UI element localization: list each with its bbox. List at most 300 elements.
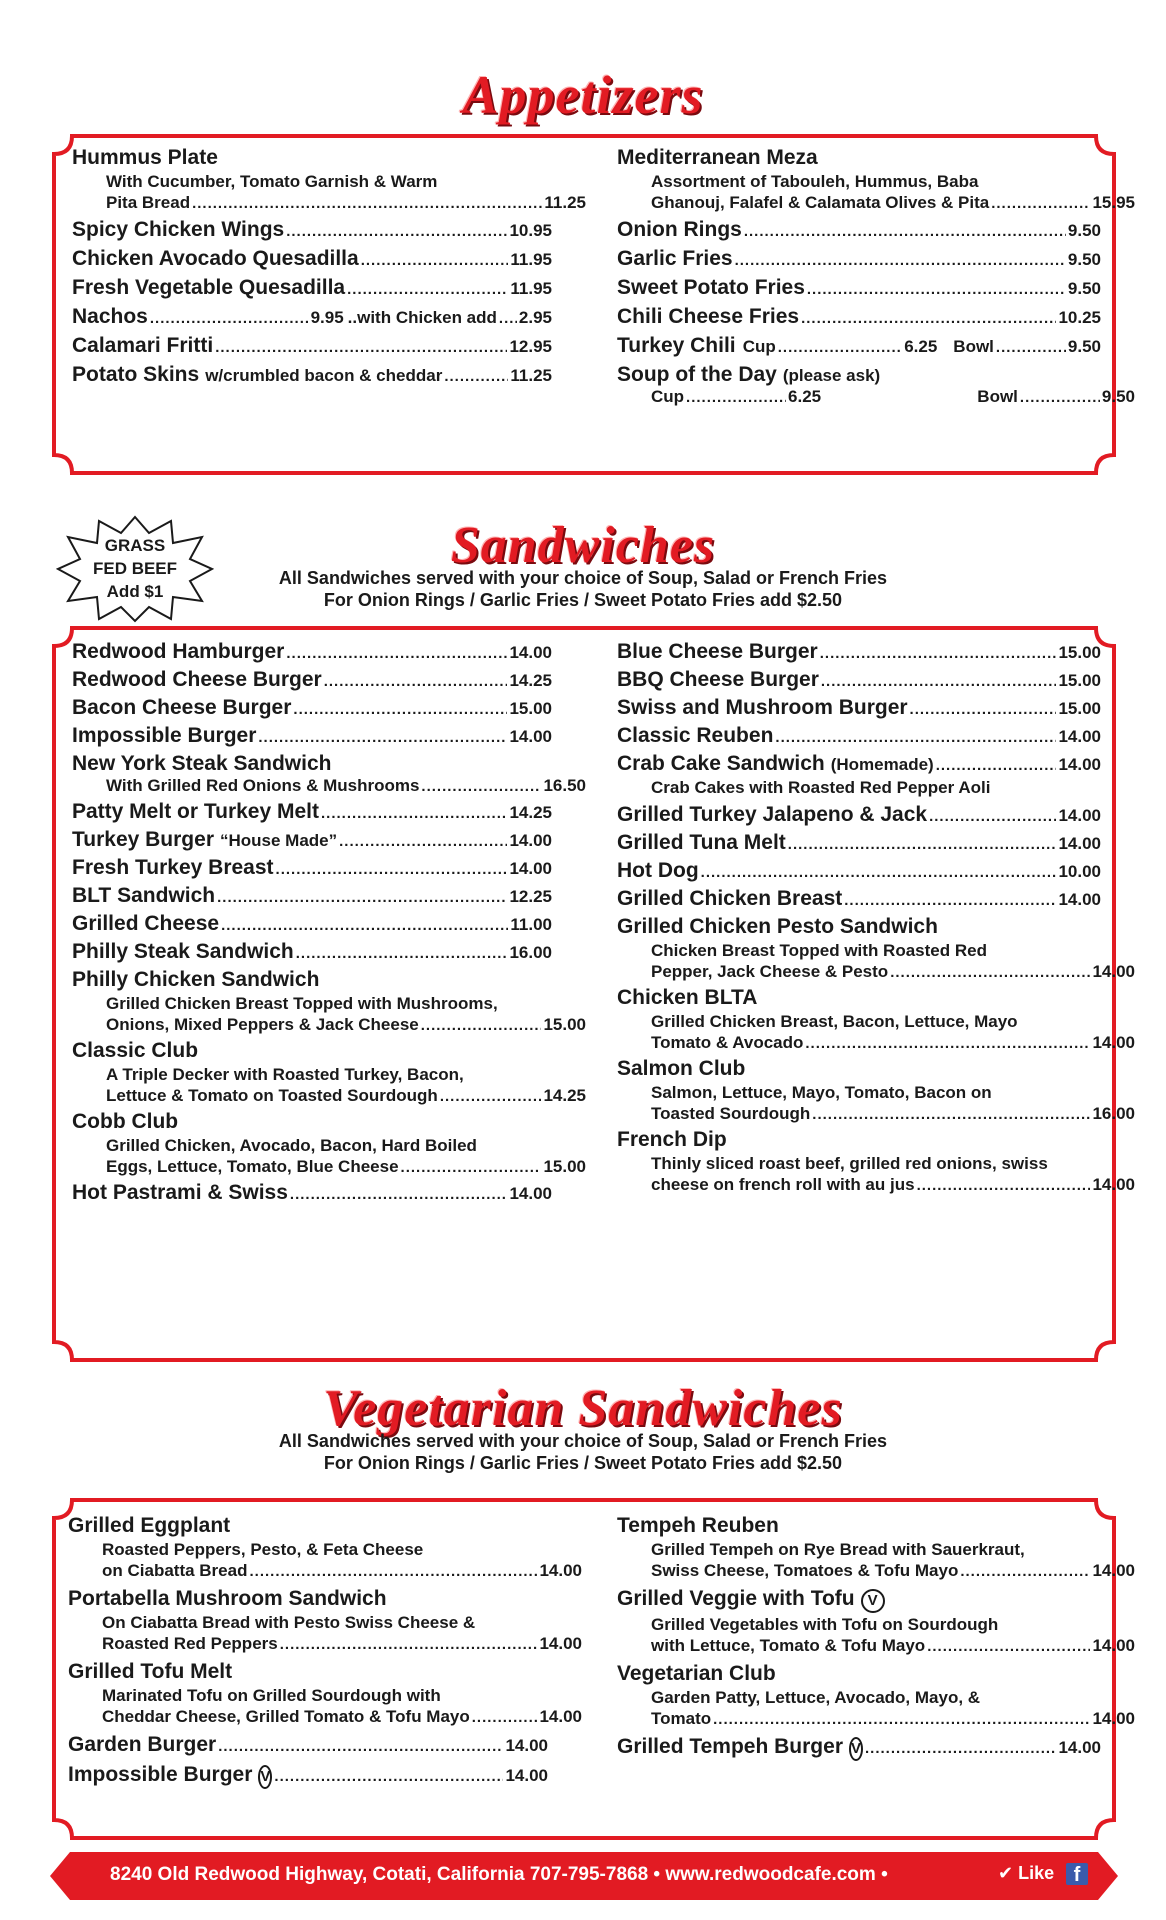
item-price: 16.00: [509, 943, 552, 962]
item-name: Redwood Hamburger: [72, 640, 285, 663]
item-description: Grilled Vegetables with Tofu on Sourdough: [651, 1615, 999, 1634]
item-price: 14.00: [1092, 1709, 1135, 1728]
item-description: cheese on french roll with au jus: [651, 1175, 915, 1194]
item-description: Grilled Tempeh on Rye Bread with Sauerkraut,: [651, 1540, 1025, 1559]
dot-leader: [801, 310, 1056, 327]
dot-leader: [339, 833, 507, 850]
item-description: Garden Patty, Lettuce, Avocado, Mayo, &: [651, 1688, 981, 1707]
item-heading: [617, 247, 1101, 271]
dot-leader: [890, 964, 1090, 981]
item-heading: [72, 668, 552, 692]
item-heading: [72, 940, 552, 964]
vegetarian-box: [50, 1496, 1135, 1842]
item-heading: [68, 1763, 548, 1789]
item-heading: [72, 247, 552, 271]
sandwiches-left-column: [72, 640, 586, 1209]
item-price: 14.00: [539, 1634, 582, 1653]
item-name: Garlic Fries: [617, 247, 733, 270]
item-description: Cheddar Cheese, Grilled Tomato & Tofu Mayo: [102, 1707, 470, 1726]
item-heading: [617, 915, 1101, 939]
dot-leader: [929, 808, 1056, 825]
item-name: Garden Burger: [68, 1733, 217, 1756]
item-name: Impossible Burger: [72, 724, 257, 747]
item-price: 14.00: [539, 1561, 582, 1580]
dot-leader: [421, 778, 541, 795]
vegetarian-subtitle-2: For Onion Rings / Garlic Fries / Sweet Potato Fries add $2.50: [323, 1453, 843, 1473]
item-name: Chili Cheese Fries: [617, 305, 800, 328]
dot-leader: [401, 1159, 542, 1176]
menu-item: [617, 1662, 1135, 1729]
item-heading: [617, 146, 1101, 170]
item-heading: [72, 752, 552, 776]
item-description: On Ciabatta Bread with Pesto Swiss Cheese &: [102, 1613, 476, 1632]
item-price: 9.50: [1067, 221, 1101, 240]
item-heading: [72, 696, 552, 720]
item-heading: [617, 334, 1101, 358]
vegetarian-title: Vegetarian Sandwiches: [323, 1380, 843, 1437]
appetizers-right-column: [617, 146, 1135, 412]
item-price: 15.00: [1058, 699, 1101, 718]
dot-leader: [991, 195, 1090, 212]
item-heading: [72, 218, 552, 242]
dot-leader: [421, 1017, 542, 1034]
vegan-icon: V: [849, 1737, 863, 1761]
item-price: 14.00: [1058, 890, 1101, 909]
menu-item: [617, 986, 1135, 1053]
item-description: Grilled Chicken Breast Topped with Mushrooms,: [106, 994, 498, 1013]
item-name: Calamari Fritti: [72, 334, 214, 357]
extra-price: 2.95: [518, 308, 552, 327]
item-heading: [617, 887, 1101, 911]
menu-item: [617, 752, 1101, 799]
item-last-line: [617, 1175, 1135, 1195]
dot-leader: [192, 195, 542, 212]
dot-leader: [293, 701, 507, 718]
dot-leader: [286, 645, 507, 662]
facebook-like[interactable]: ✔ Like: [998, 1863, 1055, 1883]
appetizers-title: Appetizers: [462, 65, 704, 125]
item-name: Mediterranean Meza: [617, 146, 818, 169]
menu-item: [617, 640, 1101, 664]
item-name: Grilled Chicken Pesto Sandwich: [617, 915, 938, 938]
item-name: Soup of the Day: [617, 363, 777, 386]
vegan-icon: V: [258, 1765, 272, 1789]
menu-item: [617, 1587, 1135, 1656]
item-heading: [617, 859, 1101, 883]
item-heading: [72, 828, 552, 852]
item-price: 11.95: [510, 250, 552, 269]
item-price: 12.95: [509, 337, 552, 356]
dot-leader: [499, 310, 517, 327]
item-price: 15.00: [543, 1157, 586, 1176]
item-name: Hot Pastrami & Swiss: [72, 1181, 288, 1204]
cup-bowl-line: [617, 387, 1135, 407]
dot-leader: [821, 673, 1057, 690]
sandwiches-right-column: [617, 640, 1135, 1199]
item-last-line: [68, 1561, 582, 1581]
item-last-line: [617, 1636, 1135, 1656]
item-price: 9.50: [1067, 279, 1101, 298]
dot-leader: [296, 945, 508, 962]
item-last-line: [72, 1015, 586, 1035]
menu-item: [617, 859, 1101, 883]
item-name: Grilled Tuna Melt: [617, 831, 786, 854]
menu-item: [72, 884, 552, 908]
menu-item: [617, 1735, 1101, 1761]
item-note: (Homemade): [830, 755, 934, 774]
item-heading: [72, 1181, 552, 1205]
item-price: 14.00: [1058, 1738, 1101, 1757]
item-heading: [72, 968, 552, 992]
item-description: Onions, Mixed Peppers & Jack Cheese: [106, 1015, 419, 1034]
item-price: 14.00: [509, 859, 552, 878]
item-heading: [68, 1733, 548, 1757]
dot-leader: [788, 836, 1057, 853]
item-name: Grilled Tempeh Burger: [617, 1735, 843, 1758]
item-name: Turkey Chili: [617, 334, 736, 357]
item-heading: [617, 724, 1101, 748]
item-name: Tempeh Reuben: [617, 1514, 779, 1537]
dot-leader: [347, 281, 508, 298]
item-price: 14.00: [505, 1766, 548, 1785]
bowl-label: Bowl: [977, 387, 1018, 406]
dot-leader: [735, 252, 1066, 269]
item-name: BBQ Cheese Burger: [617, 668, 819, 691]
item-note: (please ask): [782, 366, 881, 385]
item-name: Hot Dog: [617, 859, 699, 882]
item-heading: [68, 1514, 548, 1538]
menu-item: [617, 831, 1101, 855]
menu-item: [72, 724, 552, 748]
dot-leader: [258, 729, 507, 746]
item-price: 16.00: [1092, 1104, 1135, 1123]
item-heading: [72, 305, 552, 329]
menu-item: [68, 1514, 582, 1581]
item-heading: [72, 1039, 552, 1063]
menu-item: [617, 334, 1101, 358]
item-name: Sweet Potato Fries: [617, 276, 805, 299]
item-name: Crab Cake Sandwich: [617, 752, 825, 775]
dot-leader: [280, 1636, 538, 1653]
item-name: Grilled Veggie with Tofu: [617, 1587, 855, 1610]
dot-leader: [807, 281, 1066, 298]
item-last-line: [617, 962, 1135, 982]
item-name: Patty Melt or Turkey Melt: [72, 800, 319, 823]
menu-item: [72, 856, 552, 880]
item-heading: [68, 1587, 548, 1611]
menu-item: [68, 1733, 548, 1757]
vegetarian-subtitle-1: All Sandwiches served with your choice of Soup, Salad or French Fries: [278, 1431, 888, 1451]
item-name: Classic Reuben: [617, 724, 774, 747]
menu-item: [72, 1110, 586, 1177]
menu-item: [72, 276, 552, 300]
menu-item: [72, 305, 552, 329]
menu-item: [617, 803, 1101, 827]
dot-leader: [444, 368, 508, 385]
item-description: Eggs, Lettuce, Tomato, Blue Cheese: [106, 1157, 399, 1176]
item-price: 15.00: [1058, 671, 1101, 690]
item-heading: [617, 1514, 1101, 1538]
item-name: Hummus Plate: [72, 146, 218, 169]
vegan-icon: V: [861, 1589, 885, 1613]
item-description: Tomato: [651, 1709, 712, 1728]
item-heading: [72, 146, 552, 170]
item-heading: [617, 305, 1101, 329]
item-price: 14.25: [509, 803, 552, 822]
item-heading: [72, 640, 552, 664]
menu-item: [617, 887, 1101, 911]
dot-leader: [865, 1740, 1056, 1757]
menu-item: [617, 1128, 1135, 1195]
menu-item: [72, 940, 552, 964]
item-name: Grilled Tofu Melt: [68, 1660, 233, 1683]
item-price: 14.00: [1092, 1175, 1135, 1194]
bowl-label: Bowl: [953, 337, 994, 356]
item-price: 11.95: [510, 279, 552, 298]
item-name: Grilled Eggplant: [68, 1514, 231, 1537]
item-name: Cobb Club: [72, 1110, 179, 1133]
menu-item: [72, 1039, 586, 1106]
item-name: Spicy Chicken Wings: [72, 218, 285, 241]
item-heading: [617, 803, 1101, 827]
item-description: Pita Bread: [106, 193, 191, 212]
menu-item: [617, 668, 1101, 692]
item-price: 10.95: [509, 221, 552, 240]
grass-fed-line2: FED BEEF: [92, 559, 178, 578]
item-name: Philly Steak Sandwich: [72, 940, 294, 963]
appetizers-left-column: [72, 146, 586, 392]
item-heading: [617, 276, 1101, 300]
item-last-line: [72, 1086, 586, 1106]
dot-leader: [701, 864, 1057, 881]
item-name: Fresh Vegetable Quesadilla: [72, 276, 346, 299]
item-heading: [72, 912, 552, 936]
item-description: With Grilled Red Onions & Mushrooms: [106, 776, 420, 795]
item-heading: [72, 856, 552, 880]
item-description: on Ciabatta Bread: [102, 1561, 248, 1580]
dot-leader: [321, 805, 507, 822]
item-name: Chicken BLTA: [617, 986, 758, 1009]
menu-item: [72, 334, 552, 358]
item-heading: [72, 363, 552, 387]
menu-item: [617, 724, 1101, 748]
grass-fed-line1: GRASS: [104, 536, 166, 555]
item-description: with Lettuce, Tomato & Tofu Mayo: [651, 1636, 926, 1655]
item-last-line: [72, 193, 586, 213]
menu-item: [72, 1181, 552, 1205]
dot-leader: [472, 1709, 538, 1726]
dot-leader: [917, 1177, 1091, 1194]
item-name: Redwood Cheese Burger: [72, 668, 322, 691]
item-name: Blue Cheese Burger: [617, 640, 818, 663]
item-extra: ..with Chicken add: [347, 308, 497, 327]
dot-leader: [218, 1738, 503, 1755]
item-price: 14.00: [1092, 1561, 1135, 1580]
item-price: 14.00: [505, 1736, 548, 1755]
item-name: Salmon Club: [617, 1057, 746, 1080]
item-last-line: [72, 1157, 586, 1177]
dot-leader: [927, 1638, 1090, 1655]
dot-leader: [215, 339, 507, 356]
menu-item: [72, 696, 552, 720]
menu-item: [617, 305, 1101, 329]
menu-item: [72, 146, 586, 213]
dot-leader: [361, 252, 509, 269]
item-name: Grilled Cheese: [72, 912, 220, 935]
sandwiches-title: Sandwiches: [450, 517, 716, 574]
dot-leader: [805, 1035, 1090, 1052]
dot-leader: [936, 757, 1057, 774]
item-description: Roasted Peppers, Pesto, & Feta Cheese: [102, 1540, 424, 1559]
item-note: “House Made”: [220, 831, 338, 850]
item-description: Tomato & Avocado: [651, 1033, 804, 1052]
cup-price: 6.25: [788, 387, 822, 406]
item-name: Bacon Cheese Burger: [72, 696, 292, 719]
item-price: 9.95: [310, 308, 344, 327]
item-price: 15.00: [1058, 643, 1101, 662]
cup-label: Cup: [742, 337, 776, 356]
item-description: Marinated Tofu on Grilled Sourdough with: [102, 1686, 441, 1705]
menu-item: [72, 968, 586, 1035]
item-name: BLT Sandwich: [72, 884, 216, 907]
footer-address: 8240 Old Redwood Highway, Cotati, California 707-795-7868 • www.redwoodcafe.com •: [110, 1864, 888, 1885]
dot-leader: [910, 701, 1057, 718]
item-heading: [617, 668, 1101, 692]
item-name: French Dip: [617, 1128, 727, 1151]
sandwiches-subtitle-2: For Onion Rings / Garlic Fries / Sweet Potato Fries add $2.50: [323, 590, 843, 610]
item-heading: [617, 696, 1101, 720]
vegetarian-right-column: [617, 1514, 1135, 1767]
item-description: Assortment of Tabouleh, Hummus, Baba: [651, 172, 979, 191]
vegetarian-left-column: [68, 1514, 582, 1795]
item-description: Thinly sliced roast beef, grilled red onions, swiss: [651, 1154, 1048, 1173]
menu-item: [617, 363, 1135, 407]
item-heading: [617, 1735, 1101, 1761]
item-description: Crab Cakes with Roasted Red Pepper Aoli: [651, 778, 991, 797]
dot-leader: [778, 339, 902, 356]
dot-leader: [775, 729, 1056, 746]
item-price: 15.00: [543, 1015, 586, 1034]
item-description: Roasted Red Peppers: [102, 1634, 278, 1653]
item-heading: [617, 752, 1101, 776]
item-last-line: [68, 1707, 582, 1727]
menu-item: [617, 276, 1101, 300]
item-price: 10.00: [1058, 862, 1101, 881]
dot-leader: [249, 1563, 537, 1580]
item-price: 16.50: [543, 776, 586, 795]
menu-item: [617, 1057, 1135, 1124]
item-last-line: [617, 1709, 1135, 1729]
item-price: 11.25: [510, 366, 552, 385]
item-heading: [617, 1662, 1101, 1686]
item-price: 11.25: [544, 193, 586, 212]
appetizers-box: [50, 132, 1135, 477]
item-price: 14.25: [509, 671, 552, 690]
item-price: 14.25: [543, 1086, 586, 1105]
item-description: Pepper, Jack Cheese & Pesto: [651, 962, 889, 981]
item-name: Grilled Turkey Jalapeno & Jack: [617, 803, 928, 826]
dot-leader: [324, 673, 508, 690]
item-heading: [72, 1110, 552, 1134]
dot-leader: [713, 1711, 1090, 1728]
item-heading: [72, 276, 552, 300]
menu-item: [68, 1660, 582, 1727]
menu-item: [72, 247, 552, 271]
item-name: Classic Club: [72, 1039, 199, 1062]
menu-item: [68, 1763, 548, 1789]
item-price: 14.00: [1058, 727, 1101, 746]
item-description: With Cucumber, Tomato Garnish & Warm: [106, 172, 438, 191]
item-name: Swiss and Mushroom Burger: [617, 696, 908, 719]
item-last-line: [617, 193, 1135, 213]
item-heading: [617, 986, 1101, 1010]
item-description: Salmon, Lettuce, Mayo, Tomato, Bacon on: [651, 1083, 992, 1102]
cup-price: 6.25: [904, 337, 938, 356]
item-name: Impossible Burger: [68, 1763, 253, 1786]
item-price: 14.00: [1092, 962, 1135, 981]
item-price: 14.00: [509, 831, 552, 850]
dot-leader: [150, 310, 309, 327]
item-description: Lettuce & Tomato on Toasted Sourdough: [106, 1086, 438, 1105]
item-description: A Triple Decker with Roasted Turkey, Bacon,: [106, 1065, 464, 1084]
item-description: Chicken Breast Topped with Roasted Red: [651, 941, 987, 960]
menu-item: [72, 828, 552, 852]
menu-item: [617, 1514, 1135, 1581]
item-heading: [617, 1128, 1101, 1152]
bowl-price: 9.50: [1101, 387, 1135, 406]
item-name: Portabella Mushroom Sandwich: [68, 1587, 387, 1610]
item-heading: [72, 884, 552, 908]
menu-item: [72, 800, 552, 824]
menu-item: [72, 752, 586, 796]
item-name: Grilled Chicken Breast: [617, 887, 843, 910]
item-price: 12.25: [509, 887, 552, 906]
item-name: Philly Chicken Sandwich: [72, 968, 320, 991]
item-price: 14.00: [1092, 1636, 1135, 1655]
item-description: Grilled Chicken, Avocado, Bacon, Hard Boiled: [106, 1136, 477, 1155]
item-name: Chicken Avocado Quesadilla: [72, 247, 359, 270]
facebook-icon[interactable]: f: [1066, 1863, 1088, 1885]
item-name: Vegetarian Club: [617, 1662, 776, 1685]
item-price: 14.00: [509, 727, 552, 746]
item-heading: [72, 724, 552, 748]
item-heading: [68, 1660, 548, 1684]
item-last-line: [617, 1104, 1135, 1124]
menu-item: [72, 668, 552, 692]
dot-leader: [217, 889, 507, 906]
dot-leader: [274, 1768, 503, 1785]
item-heading: [617, 640, 1101, 664]
menu-item: [617, 915, 1135, 982]
item-last-line: [68, 1634, 582, 1654]
item-price: 14.00: [509, 1184, 552, 1203]
item-heading: [72, 334, 552, 358]
menu-item: [617, 247, 1101, 271]
item-name: Turkey Burger: [72, 828, 214, 851]
item-description: Grilled Chicken Breast, Bacon, Lettuce, Mayo: [651, 1012, 1018, 1031]
sandwiches-subtitle-1: All Sandwiches served with your choice of Soup, Salad or French Fries: [278, 568, 888, 588]
item-last-line: [72, 776, 586, 796]
item-price: 14.00: [1058, 755, 1101, 774]
dot-leader: [996, 339, 1066, 356]
item-price: 14.00: [509, 643, 552, 662]
grass-fed-line3: Add $1: [106, 582, 164, 601]
dot-leader: [221, 917, 508, 934]
menu-item: [72, 363, 552, 387]
item-price: 10.25: [1058, 308, 1101, 327]
bowl-price: 9.50: [1067, 337, 1101, 356]
item-name: Onion Rings: [617, 218, 742, 241]
